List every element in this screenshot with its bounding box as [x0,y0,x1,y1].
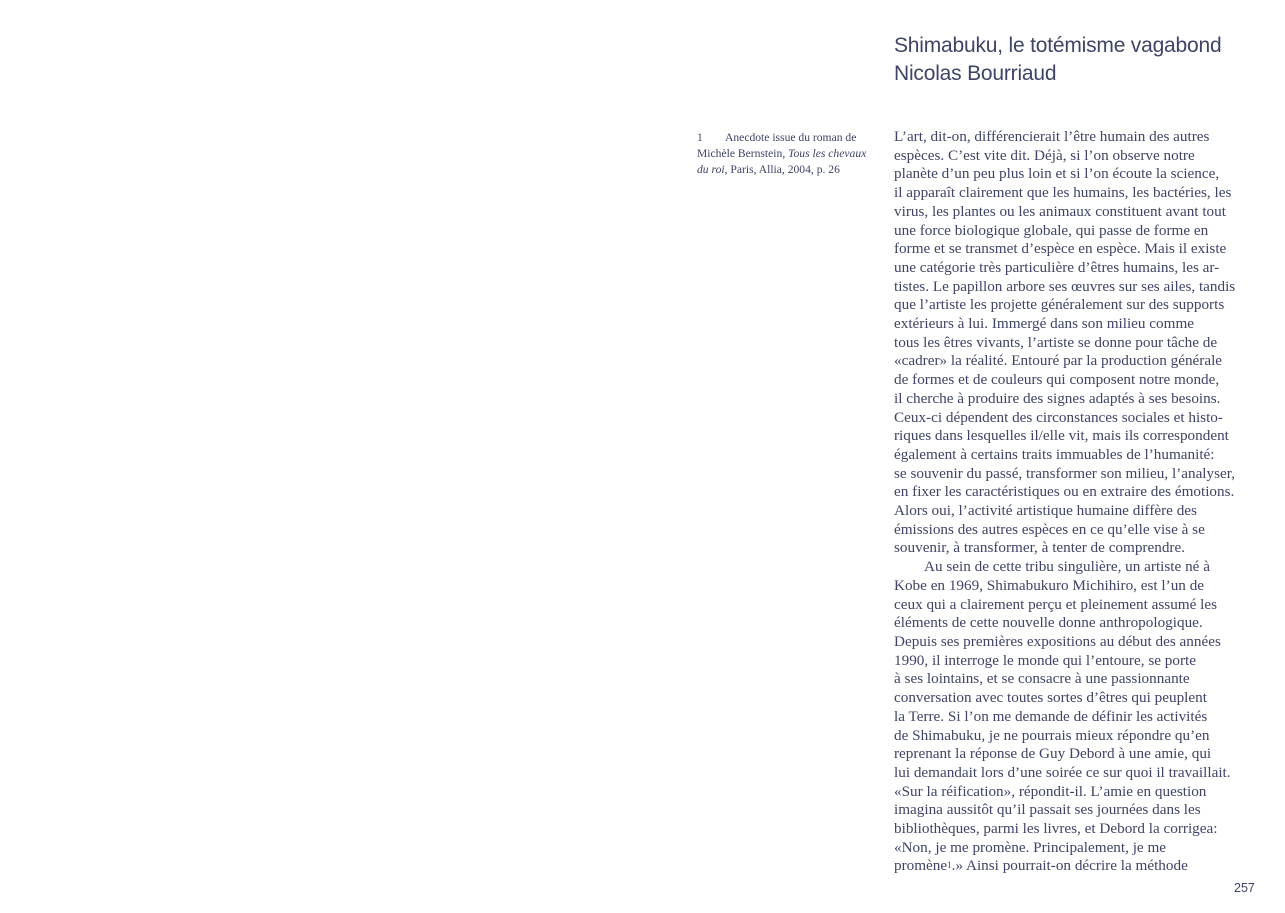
body-line: «cadrer» la réalité. Entouré par la production générale [894,352,1223,370]
body-line: riques dans lesquelles il/elle vit, mais ils correspondent [894,427,1229,445]
body-line: 1990, il interroge le monde qui l’entoure, se porte [894,651,1196,669]
body-line: Alors oui, l’activité artistique humaine diffère des [894,502,1197,520]
body-line: virus, les plantes ou les animaux constituent avant tout [894,202,1226,220]
footnote [697,130,879,178]
body-line: L’art, dit-on, différencierait l’être humain des autres [894,128,1210,145]
last-line-start: promène [894,857,948,875]
body-line: Ceux-ci dépendent des circonstances sociales et histo- [894,408,1223,426]
body-line-last [894,857,1266,876]
body-line: Depuis ses premières expositions au début des années [894,632,1221,650]
body-line: «Non, je me promène. Principalement, je me [894,838,1167,856]
body-line: de Shimabuku, je ne pourrais mieux répondre qu’en [894,726,1210,744]
body-text [894,128,1266,876]
footnote-reference: 1 [947,860,952,871]
body-line: de formes et de couleurs qui composent notre monde, [894,371,1220,389]
body-line: également à certains traits immuables de l’humanité: [894,445,1215,463]
last-line-end: .» Ainsi pourrait-on décrire la méthode [951,857,1188,875]
footnote-text-3: , Paris, Allia, 2004, p. 26 [724,163,840,176]
body-line: «Sur la réification», répondit-il. L’amie en question [894,782,1207,800]
body-line: à ses lointains, et se consacre à une passionnante [894,670,1190,688]
body-line: planète d’un peu plus loin et si l’on écoute la science, [894,165,1220,183]
body-line: émissions des autres espèces en ce qu’elle vise à se [894,520,1205,538]
body-line: conversation avec toutes sortes d’êtres qui peuplent [894,689,1207,707]
body-line: la Terre. Si l’on me demande de définir les activités [894,707,1208,725]
body-line: une catégorie très particulière d’êtres humains, les ar- [894,258,1220,276]
footnote-book-title-1: Tous les chevaux [788,147,867,160]
footnote-book-title-2: du roi [697,163,725,176]
body-line: Kobe en 1969, Shimabukuro Michihiro, est l’un de [894,576,1205,594]
body-line: se souvenir du passé, transformer son milieu, l’analyser, [894,464,1236,482]
body-line: en fixer les caractéristiques ou en extraire des émotions. [894,483,1235,501]
body-line: bibliothèques, parmi les livres, et Debord la corrigea: [894,820,1218,838]
body-line: reprenant la réponse de Guy Debord à une amie, qui [894,745,1212,763]
body-line: que l’artiste les projette généralement sur des supports [894,296,1225,314]
chapter-heading [894,32,1274,88]
body-line: forme et se transmet d’espèce en espèce. Mais il existe [894,240,1227,258]
footnote-number: 1 [697,131,703,144]
body-line: il apparaît clairement que les humains, les bactéries, les [894,184,1232,202]
body-line: une force biologique globale, qui passe de forme en [894,221,1209,239]
body-line: imagina aussitôt qu’il passait ses journées dans les [894,801,1201,819]
body-line: tous les êtres vivants, l’artiste se donne pour tâche de [894,333,1218,351]
body-line: éléments de cette nouvelle donne anthropologique. [894,614,1203,632]
body-line: Au sein de cette tribu singulière, un artiste né à [924,558,1210,576]
body-line: extérieurs à lui. Immergé dans son milieu comme [894,315,1195,333]
body-line: espèces. C’est vite dit. Déjà, si l’on observe notre [894,146,1195,164]
body-line: souvenir, à transformer, à tenter de comprendre. [894,539,1186,557]
chapter-title: Shimabuku, le totémisme vagabond [894,34,1222,57]
footnote-text-2: Michèle Bernstein, [697,147,789,160]
body-line: il cherche à produire des signes adaptés à ses besoins. [894,389,1221,407]
chapter-author: Nicolas Bourriaud [894,62,1057,85]
body-line: ceux qui a clairement perçu et pleinement assumé les [894,595,1218,613]
page-number: 257 [1234,881,1255,895]
footnote-text-1: Anecdote issue du roman de [725,131,857,144]
body-line: lui demandait lors d’une soirée ce sur quoi il travaillait. [894,763,1231,781]
body-line: tistes. Le papillon arbore ses œuvres sur ses ailes, tandis [894,277,1236,295]
